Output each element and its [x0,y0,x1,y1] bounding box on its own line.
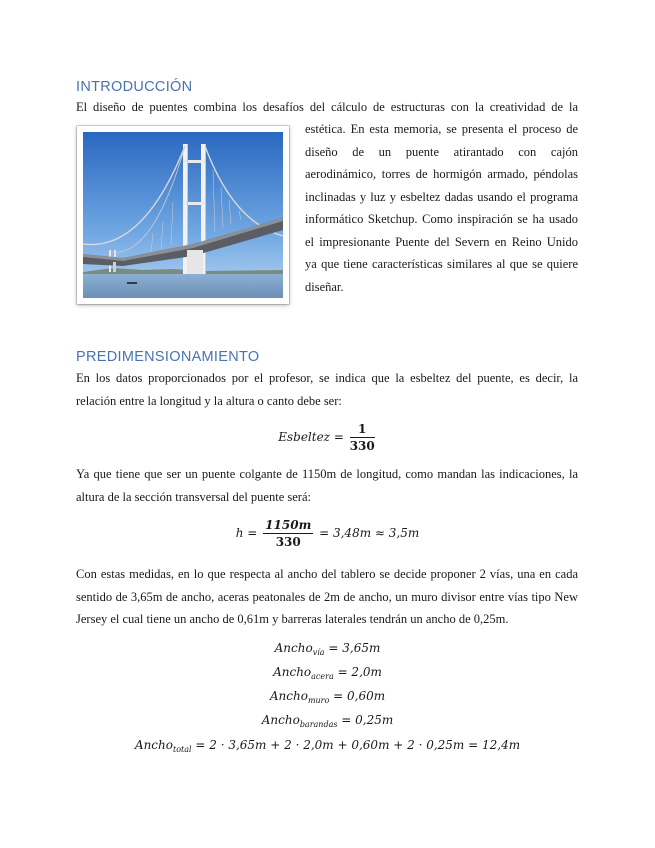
section-heading-introduccion: INTRODUCCIÓN [76,79,193,95]
predim-paragraph-2: Ya que tiene que ser un puente colgante de 1150m de longitud, como mandan las indicaciones, la altura de la sección transversal del puente será: [76,467,578,504]
bridge-figure [77,126,289,304]
width-barandas: Ancho$_{barandas}$ = 0,25m [261,713,394,729]
suspension-bridge-photo-icon [83,132,283,298]
predim-paragraph-3: Con estas medidas, en lo que respecta al ancho del tablero se decide proponer 2 vías, una en cada sentido de 3,65m de ancho, aceras peatonales de 2m de ancho, un muro divisor entre vías tipo New Jersey el cual tiene un ancho de 0,61m y barreras laterales tendrán un ancho de 0,25m. [76,567,578,626]
width-via: Ancho$_{vía}$ = 3,65m [274,641,381,657]
width-total: Ancho$_{total}$ = 2 · 3,65m + 2 · 2,0m + 0,60m + 2 · 0,25m = 12,4m [134,738,521,754]
predim-paragraph-1: En los datos proporcionados por el profesor, se indica que la esbeltez del puente, es decir, la relación entre la longitud y la altura o canto debe ser: [76,371,578,408]
width-muro: Ancho$_{muro}$ = 0,60m [269,689,386,705]
width-acera: Ancho$_{acera}$ = 2,0m [273,665,382,681]
equation-esbeltez: Esbeltez = $\frac{1}{330}$ [278,422,375,453]
intro-wrapped-text: estética. En esta memoria, se presenta el proceso de diseño de un puente atirantado con cajón aerodinámico, torres de hormigón armado, péndolas inclinadas y luz y esbeltez dadas usando el programa informático Sketchup. Como inspiración se ha usado el impresionante Puente del Severn en Reino Unido ya que tiene características similares al que se quiere diseñar. [305,122,578,294]
equation-altura: h = $\frac{1150m}{330}$ = 3,48m ≈ 3,5m [235,518,420,549]
intro-first-line: El diseño de puentes combina los desafíos del cálculo de estructuras con la creatividad de la [76,100,578,114]
section-heading-predimensionamiento: PREDIMENSIONAMIENTO [76,349,260,365]
